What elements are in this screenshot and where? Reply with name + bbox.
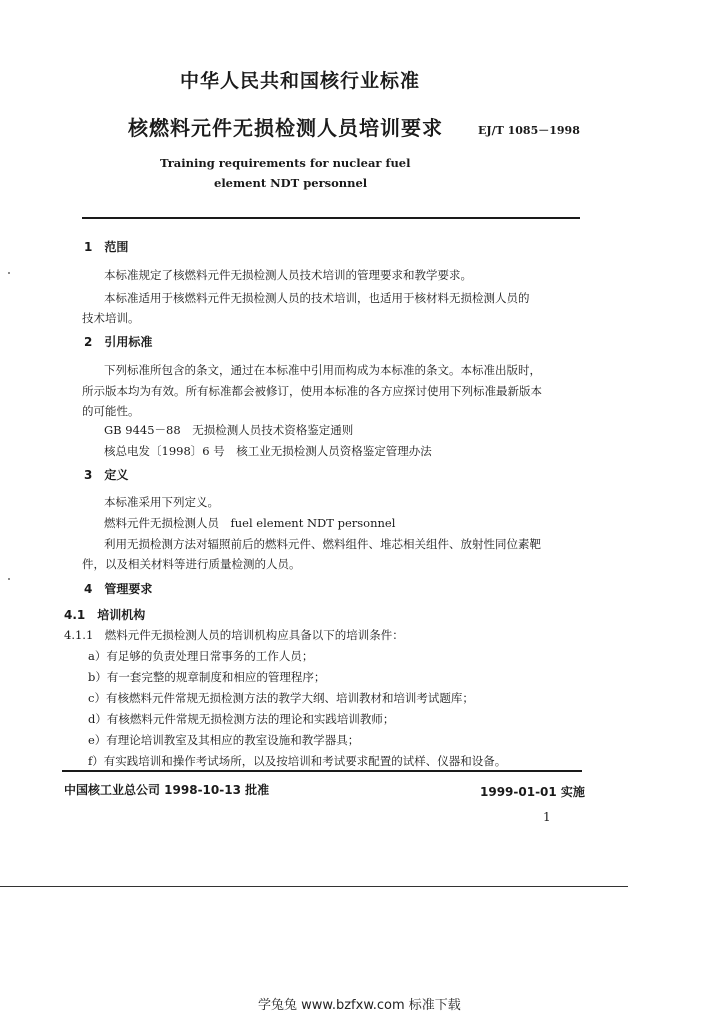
paragraph: 本标准适用于核燃料元件无损检测人员的技术培训，也适用于核材料无损检测人员的 <box>104 291 530 305</box>
list-item: c）有核燃料元件常规无损检测方法的教学大纲、培训教材和培训考试题库； <box>88 691 474 705</box>
paragraph: 本标准采用下列定义。 <box>104 495 219 509</box>
paragraph: 件，以及相关材料等进行质量检测的人员。 <box>82 557 301 571</box>
paragraph: 的可能性。 <box>82 404 140 418</box>
scan-speck <box>8 578 10 580</box>
definition-term: 燃料元件无损检测人员 fuel element NDT personnel <box>104 516 396 530</box>
section-heading-2: 2 引用标准 <box>84 335 153 349</box>
section-heading-1: 1 范围 <box>84 240 129 254</box>
effective-date: 1999-01-01 实施 <box>480 785 585 799</box>
section-heading-3: 3 定义 <box>84 468 129 482</box>
paragraph: 技术培训。 <box>82 311 140 325</box>
approval-note: 中国核工业总公司 1998-10-13 批准 <box>64 783 270 797</box>
list-item: a）有足够的负责处理日常事务的工作人员； <box>88 649 314 663</box>
english-title-line-1: Training requirements for nuclear fuel <box>160 156 411 170</box>
paragraph: 下列标准所包含的条文，通过在本标准中引用而构成为本标准的条文。本标准出版时， <box>104 363 541 377</box>
subsection-heading: 4.1 培训机构 <box>64 608 146 622</box>
list-item: d）有核燃料元件常规无损检测方法的理论和实践培训教师； <box>88 712 395 726</box>
standard-code: EJ/T 1085－1998 <box>478 124 580 137</box>
reference-item: 核总电发〔1998〕6 号 核工业无损检测人员资格鉴定管理办法 <box>104 444 432 458</box>
document-org-title: 中华人民共和国核行业标准 <box>180 70 421 92</box>
download-watermark: 学兔兔 www.bzfxw.com 标准下载 <box>258 998 461 1013</box>
top-divider <box>82 217 580 219</box>
reference-item: GB 9445－88 无损检测人员技术资格鉴定通则 <box>104 423 354 437</box>
section-heading-4: 4 管理要求 <box>84 582 153 596</box>
subsection-clause: 4.1.1 燃料元件无损检测人员的培训机构应具备以下的培训条件： <box>64 628 404 642</box>
document-title: 核燃料元件无损检测人员培训要求 <box>128 116 443 140</box>
paragraph: 本标准规定了核燃料元件无损检测人员技术培训的管理要求和教学要求。 <box>104 268 472 282</box>
paragraph: 所示版本均为有效。所有标准都会被修订，使用本标准的各方应探讨使用下列标准最新版本 <box>82 384 542 398</box>
scan-edge-line <box>0 886 628 887</box>
list-item: b）有一套完整的规章制度和相应的管理程序； <box>88 670 326 684</box>
scan-speck <box>8 272 10 274</box>
list-item: e）有理论培训教室及其相应的教室设施和教学器具； <box>88 733 360 747</box>
page-number: 1 <box>543 810 551 824</box>
english-title-line-2: element NDT personnel <box>214 176 368 190</box>
bottom-divider <box>62 770 582 772</box>
list-item: f）有实践培训和操作考试场所，以及按培训和考试要求配置的试样、仪器和设备。 <box>88 754 507 768</box>
paragraph: 利用无损检测方法对辐照前后的燃料元件、燃料组件、堆芯相关组件、放射性同位素靶 <box>104 537 541 551</box>
